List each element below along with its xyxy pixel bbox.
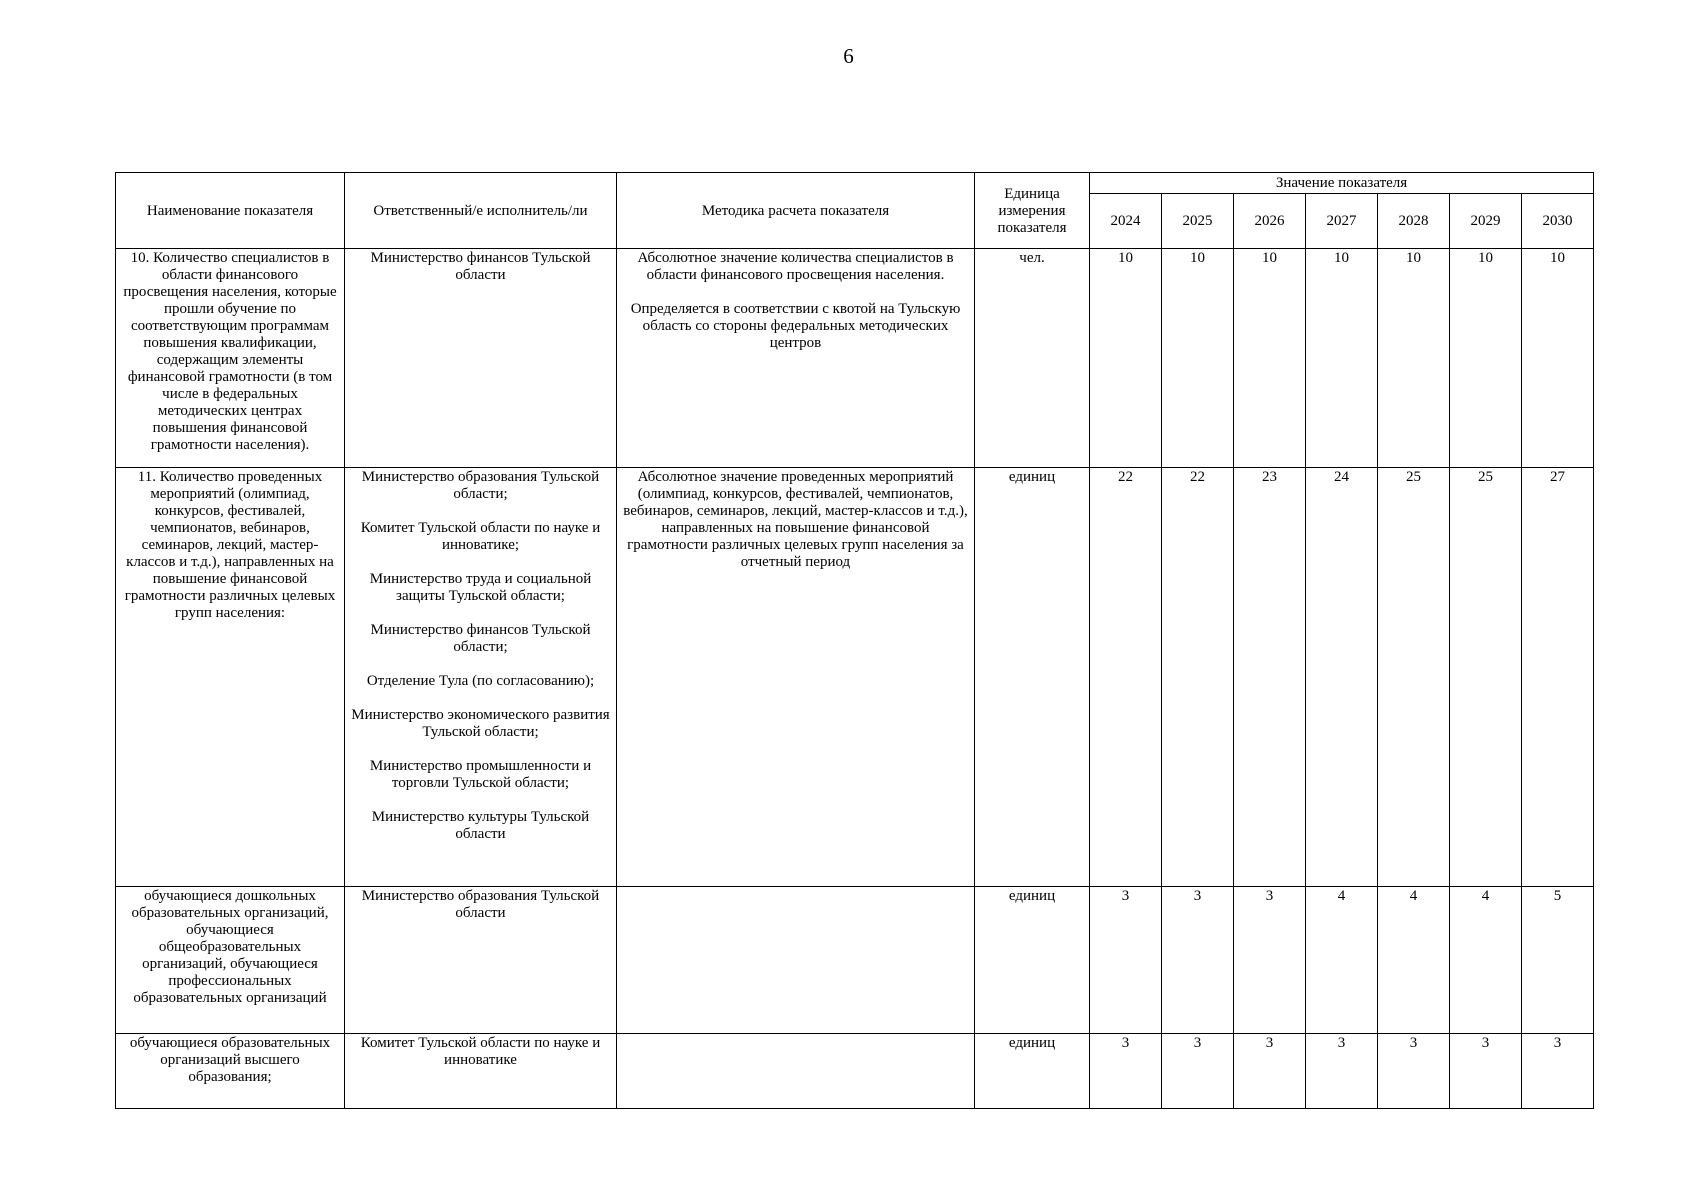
value-cell: 3 [1090, 887, 1162, 1034]
responsible-entry: Министерство финансов Тульской области [370, 250, 591, 283]
value-cell: 10 [1306, 249, 1378, 468]
method-cell [617, 887, 975, 1034]
header-year: 2026 [1234, 194, 1306, 249]
header-year: 2027 [1306, 194, 1378, 249]
responsible-entry: Министерство экономического развития Тульской области; [351, 707, 610, 740]
value-cell: 10 [1090, 249, 1162, 468]
indicator-name: обучающиеся образовательных организаций высшего образования; [116, 1034, 345, 1109]
responsible-entry: Комитет Тульской области по науке и инноватике [360, 1035, 601, 1068]
header-year: 2030 [1522, 194, 1594, 249]
value-cell: 10 [1450, 249, 1522, 468]
value-cell: 3 [1234, 887, 1306, 1034]
unit-cell: единиц [975, 468, 1090, 887]
responsible-cell [345, 1034, 617, 1109]
table-row [116, 468, 1594, 887]
value-cell: 10 [1522, 249, 1594, 468]
value-cell: 10 [1378, 249, 1450, 468]
value-cell: 25 [1378, 468, 1450, 887]
header-year: 2028 [1378, 194, 1450, 249]
value-cell: 3 [1522, 1034, 1594, 1109]
value-cell: 3 [1162, 887, 1234, 1034]
header-unit: Единица измерения показателя [975, 173, 1090, 249]
method-cell [617, 468, 975, 887]
method-text: Абсолютное значение проведенных мероприятий (олимпиад, конкурсов, фестивалей, чемпионатов, вебинаров, семинаров, лекций, мастер-классов и т.д.), направленных на повышение финансовой грамотности различных целевых групп населения за отчетный период [623, 469, 968, 570]
value-cell: 3 [1090, 1034, 1162, 1109]
value-cell: 27 [1522, 468, 1594, 887]
unit-cell: чел. [975, 249, 1090, 468]
header-values: Значение показателя [1090, 173, 1594, 194]
responsible-entry: Комитет Тульской области по науке и инноватике; [360, 520, 601, 553]
method-text: Абсолютное значение количества специалистов в области финансового просвещения населения. [637, 250, 954, 283]
indicator-name: 10. Количество специалистов в области финансового просвещения населения, которые прошли обучение по соответствующим программам повышения квалификации, содержащим элементы финансовой грамотности (в том числе в федеральных методических центрах повышения финансовой грамотности населения). [116, 249, 345, 468]
responsible-entry: Министерство образования Тульской области [361, 888, 600, 921]
unit-cell: единиц [975, 1034, 1090, 1109]
value-cell: 4 [1306, 887, 1378, 1034]
value-cell: 3 [1306, 1034, 1378, 1109]
value-cell: 23 [1234, 468, 1306, 887]
page-number: 6 [843, 44, 854, 68]
method-cell [617, 1034, 975, 1109]
header-name: Наименование показателя [116, 173, 345, 249]
header-year: 2025 [1162, 194, 1234, 249]
indicator-name: 11. Количество проведенных мероприятий (олимпиад, конкурсов, фестивалей, чемпионатов, вебинаров, семинаров, лекций, мастер-классов и т.д.), направленных на повышение финансовой грамотности различных целевых групп населения: [116, 468, 345, 887]
responsible-cell [345, 468, 617, 887]
value-cell: 10 [1162, 249, 1234, 468]
header-method: Методика расчета показателя [617, 173, 975, 249]
value-cell: 4 [1378, 887, 1450, 1034]
method-cell [617, 249, 975, 468]
header-responsible: Ответственный/е исполнитель/ли [345, 173, 617, 249]
value-cell: 4 [1450, 887, 1522, 1034]
responsible-entry: Министерство культуры Тульской области [371, 809, 590, 842]
value-cell: 22 [1162, 468, 1234, 887]
value-cell: 3 [1162, 1034, 1234, 1109]
responsible-entry: Министерство труда и социальной защиты Тульской области; [369, 571, 592, 604]
header-year: 2024 [1090, 194, 1162, 249]
responsible-cell [345, 887, 617, 1034]
responsible-entry: Министерство промышленности и торговли Тульской области; [369, 758, 592, 791]
indicator-table [115, 172, 1594, 1109]
unit-cell: единиц [975, 887, 1090, 1034]
value-cell: 24 [1306, 468, 1378, 887]
table-row [116, 1034, 1594, 1109]
responsible-cell [345, 249, 617, 468]
table-row [116, 249, 1594, 468]
value-cell: 3 [1234, 1034, 1306, 1109]
value-cell: 3 [1378, 1034, 1450, 1109]
value-cell: 10 [1234, 249, 1306, 468]
responsible-entry: Министерство образования Тульской области; [361, 469, 600, 502]
value-cell: 22 [1090, 468, 1162, 887]
indicator-name: обучающиеся дошкольных образовательных организаций, обучающиеся общеобразовательных организаций, обучающиеся профессиональных образовательных организаций [116, 887, 345, 1034]
responsible-entry: Министерство финансов Тульской области; [370, 622, 591, 655]
responsible-entry: Отделение Тула (по согласованию); [366, 673, 595, 689]
value-cell: 3 [1450, 1034, 1522, 1109]
table-row [116, 887, 1594, 1034]
header-year: 2029 [1450, 194, 1522, 249]
value-cell: 25 [1450, 468, 1522, 887]
value-cell: 5 [1522, 887, 1594, 1034]
method-text: Определяется в соответствии с квотой на Тульскую область со стороны федеральных методических центров [630, 301, 961, 351]
